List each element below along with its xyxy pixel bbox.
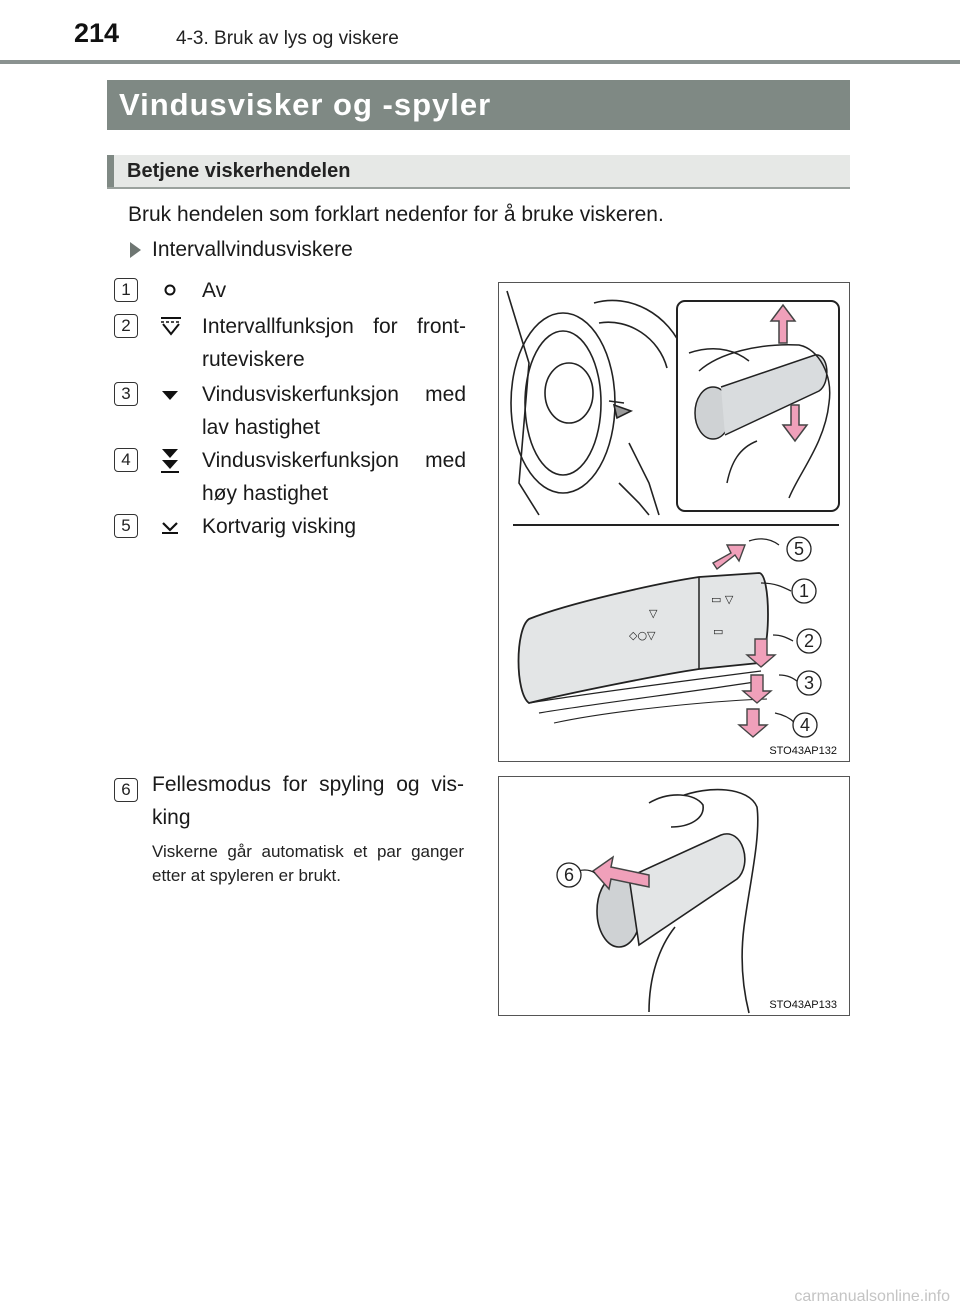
svg-text:▽: ▽ bbox=[649, 607, 658, 620]
svg-text:▭ ▽: ▭ ▽ bbox=[711, 593, 734, 606]
item-number-6: 6 bbox=[114, 778, 138, 802]
lever-body-drawing bbox=[629, 834, 745, 945]
page-number: 214 bbox=[74, 18, 120, 48]
item-text-2: Intervallfunksjon for front-ruteviskere bbox=[202, 315, 466, 371]
header-rule bbox=[0, 60, 960, 64]
intro-text: Bruk hendelen som forklart nedenfor for å bruke viskeren. bbox=[128, 203, 664, 226]
callout-2: 2 bbox=[803, 631, 815, 651]
watermark: carmanualsonline.info bbox=[794, 1288, 950, 1305]
wiper-lever-illustration bbox=[499, 283, 850, 762]
item-number-4: 4 bbox=[114, 448, 138, 472]
fingers-drawing bbox=[649, 795, 703, 827]
figure-2-code: STO43AP133 bbox=[769, 999, 837, 1011]
steering-wheel-drawing bbox=[507, 291, 685, 515]
callout-1: 1 bbox=[798, 581, 810, 601]
callout-labels bbox=[787, 537, 821, 737]
item-number-2: 2 bbox=[114, 314, 138, 338]
note-text: Viskerne går automatisk et par ganger etter at spyleren er brukt. bbox=[152, 842, 464, 885]
chapter-title: 4-3. Bruk av lys og viskere bbox=[176, 28, 399, 49]
bullet-heading: Intervallvindusviskere bbox=[152, 238, 353, 261]
item-text-1: Av bbox=[202, 279, 227, 302]
wiper-low-speed-icon bbox=[158, 382, 182, 406]
item-text-3: Vindusviskerfunksjon med lav hastighet bbox=[202, 383, 466, 439]
wiper-high-speed-icon bbox=[158, 446, 182, 474]
washer-lever-illustration bbox=[499, 777, 850, 1016]
wiper-mist-icon bbox=[158, 514, 182, 538]
item-text-5: Kortvarig visking bbox=[202, 515, 357, 538]
lever-closeup-drawing bbox=[519, 573, 769, 723]
wiper-intermittent-icon bbox=[158, 314, 184, 338]
bullet-arrow-icon bbox=[130, 242, 141, 258]
callout-5: 5 bbox=[793, 539, 805, 559]
figure-1-code: STO43AP132 bbox=[769, 745, 837, 757]
item-number-3: 3 bbox=[114, 382, 138, 406]
section-title: Vindusvisker og -spyler bbox=[107, 80, 850, 130]
callout-3: 3 bbox=[803, 673, 815, 693]
item-text-4: Vindusviskerfunksjon med høy hastighet bbox=[202, 449, 466, 505]
svg-text:◇○▽: ◇○▽ bbox=[629, 629, 656, 642]
arrow-position-4-icon bbox=[739, 709, 767, 737]
subheading-marker bbox=[107, 155, 114, 187]
arrow-mist-icon bbox=[713, 545, 745, 569]
subheading: Betjene viskerhendelen bbox=[127, 160, 351, 182]
svg-text:▭: ▭ bbox=[713, 625, 724, 638]
item-number-5: 5 bbox=[114, 514, 138, 538]
subheading-box bbox=[107, 155, 850, 189]
callout-6: 6 bbox=[563, 865, 575, 885]
figure-wiper-lever bbox=[498, 282, 850, 762]
item-number-1: 1 bbox=[114, 278, 138, 302]
figure-washer-lever bbox=[498, 776, 850, 1016]
callout-4: 4 bbox=[799, 715, 811, 735]
item-text-6: Fellesmodus for spyling og vis-king bbox=[152, 773, 464, 829]
wiper-off-icon bbox=[158, 278, 182, 302]
